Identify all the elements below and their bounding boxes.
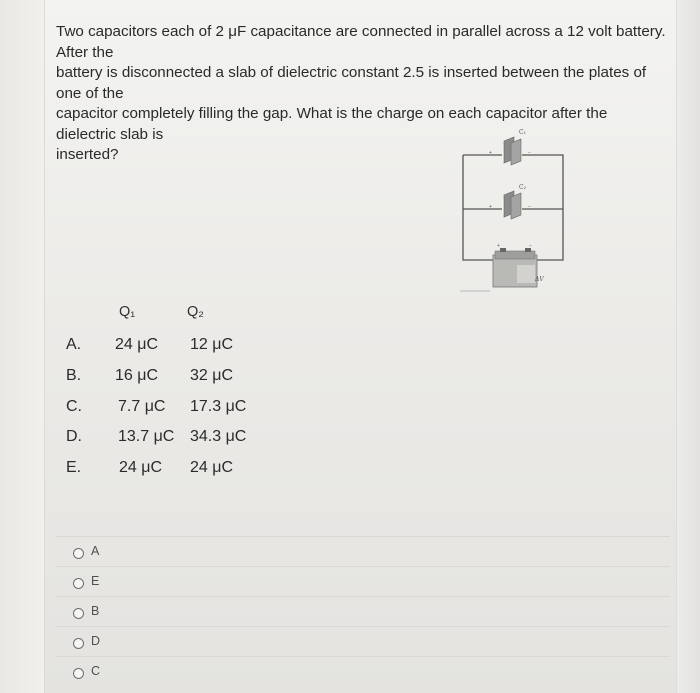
row-q2-value: 24 μC xyxy=(190,459,234,476)
option-d[interactable] xyxy=(56,626,670,656)
c1-minus-sign: − xyxy=(528,150,531,156)
row-q1-value: 13.7 μC xyxy=(118,428,175,445)
option-b[interactable] xyxy=(56,596,670,626)
row-q1-value: 24 μC xyxy=(119,459,163,476)
option-label: B xyxy=(91,604,100,618)
option-label: D xyxy=(91,634,101,648)
radio-button[interactable] xyxy=(73,608,84,619)
option-label: A xyxy=(91,544,100,558)
c2-label: C₂ xyxy=(519,184,526,191)
option-a[interactable] xyxy=(56,536,670,566)
table-row xyxy=(0,336,400,356)
table-row xyxy=(0,459,400,479)
battery-minus-sign: − xyxy=(529,243,532,249)
row-label: A. xyxy=(66,336,82,353)
row-q1-value: 24 μC xyxy=(115,336,159,353)
c1-label: C₁ xyxy=(519,129,526,136)
table-row xyxy=(0,398,400,418)
option-e[interactable] xyxy=(56,566,670,596)
radio-button[interactable] xyxy=(73,548,84,559)
question-line: battery is disconnected a slab of dielectric constant 2.5 is inserted between the plates of one of the xyxy=(56,64,647,102)
row-label: B. xyxy=(66,367,82,384)
battery-voltage-label: ΔV xyxy=(535,276,544,283)
row-q2-value: 32 μC xyxy=(190,367,234,384)
page-right-margin xyxy=(676,0,700,693)
table-row xyxy=(0,428,400,448)
row-label: C. xyxy=(66,398,82,415)
battery xyxy=(493,248,537,287)
c2-minus-sign: − xyxy=(528,204,531,210)
question-line: Two capacitors each of 2 μF capacitance are connected in parallel across a 12 volt battery. After the xyxy=(56,23,666,61)
question-line: inserted? xyxy=(56,146,119,163)
battery-plus-sign: + xyxy=(497,243,500,249)
row-q2-value: 12 μC xyxy=(190,336,234,353)
radio-button[interactable] xyxy=(73,578,84,589)
answer-table-header xyxy=(0,304,400,324)
header-q2: Q₂ xyxy=(187,304,204,320)
radio-button[interactable] xyxy=(73,668,84,679)
row-label: E. xyxy=(66,459,82,476)
option-label: E xyxy=(91,574,100,588)
capacitor-c2 xyxy=(502,191,522,219)
row-q2-value: 17.3 μC xyxy=(190,398,247,415)
header-q1: Q₁ xyxy=(119,304,136,320)
radio-button[interactable] xyxy=(73,638,84,649)
option-c[interactable] xyxy=(56,656,670,686)
capacitor-c1 xyxy=(502,137,522,165)
row-q2-value: 34.3 μC xyxy=(190,428,247,445)
table-row xyxy=(0,367,400,387)
row-q1-value: 16 μC xyxy=(115,367,159,384)
circuit-diagram xyxy=(455,125,580,295)
c2-plus-sign: + xyxy=(489,204,492,210)
c1-plus-sign: + xyxy=(489,150,492,156)
row-label: D. xyxy=(66,428,82,445)
row-q1-value: 7.7 μC xyxy=(118,398,166,415)
question-line: capacitor completely filling the gap. What is the charge on each capacitor after the dielectric slab is xyxy=(56,105,608,143)
option-label: C xyxy=(91,664,101,678)
